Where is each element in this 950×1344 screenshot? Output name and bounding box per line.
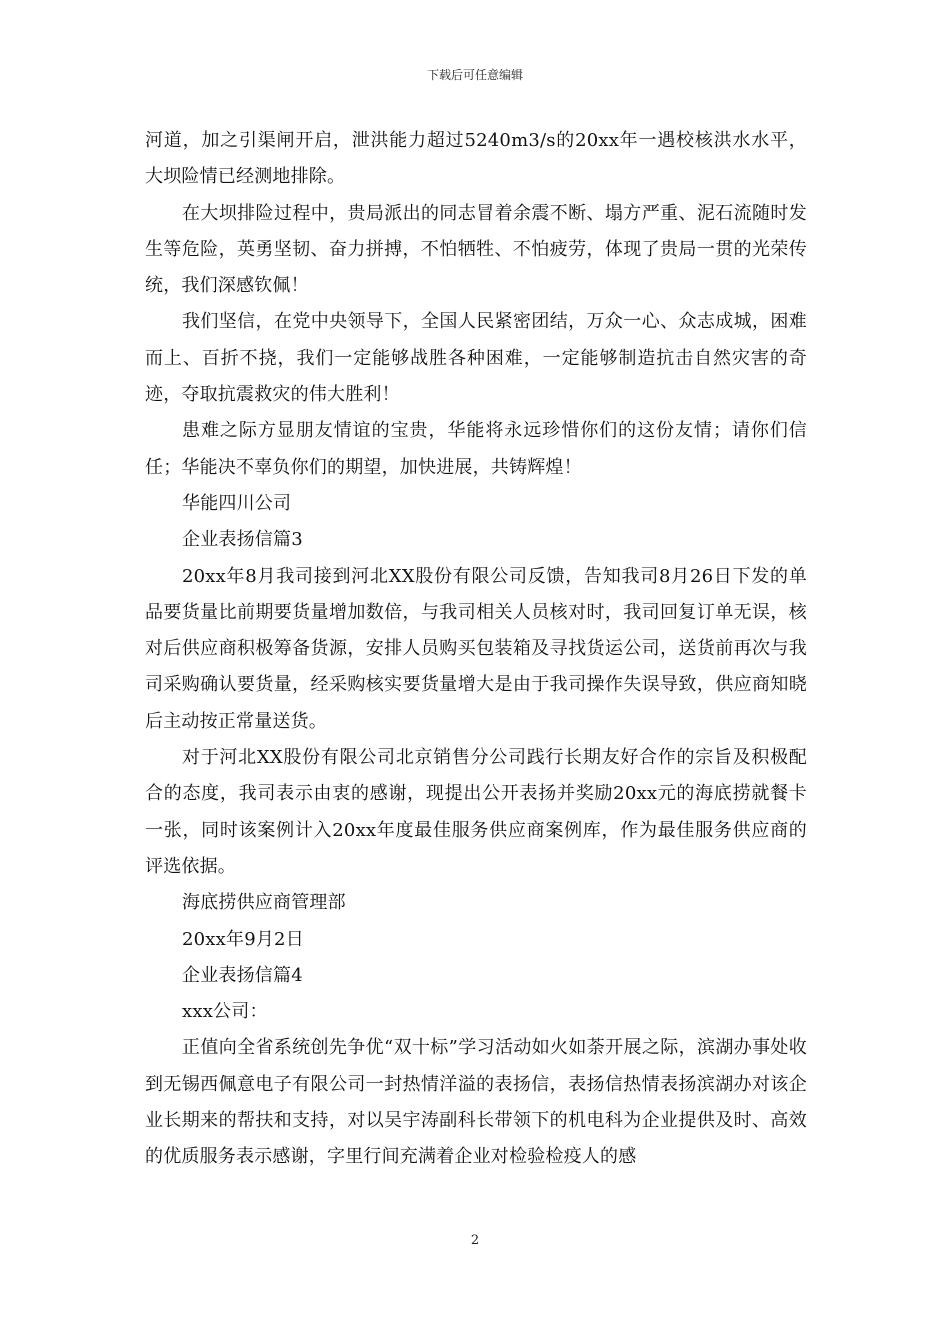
header-note: 下载后可任意编辑 (426, 68, 523, 82)
document-body (145, 123, 807, 1176)
paragraph: 20xx年8月我司接到河北XX股份有限公司反馈，告知我司8月26日下发的单品要货量比前期要货量增加数倍，与我司相关人员核对时，我司回复订单无误，核对后供应商积极筹备货源，安排人员购买包装箱及寻找货运公司，送货前再次与我司采购确认要货量，经采购核实要货量增大是由于我司操作失误导致，供应商知晓后主动按正常量送货。 (145, 565, 807, 732)
date-line: 20xx年9月2日 (182, 928, 304, 950)
signature-line: 海底捞供应商管理部 (182, 892, 346, 914)
section-heading: 企业表扬信篇4 (182, 964, 303, 986)
paragraph: 对于河北XX股份有限公司北京销售分公司践行长期友好合作的宗旨及积极配合的态度，我司表示由衷的感谢，现提出公开表扬并奖励20xx元的海底捞就餐卡一张，同时该案例计入20xx年度最佳服务供应商案例库，作为最佳服务供应商的评选依据。 (145, 747, 807, 877)
page-number: 2 (470, 1233, 480, 1248)
paragraph: 在大坝排险过程中，贵局派出的同志冒着余震不断、塌方严重、泥石流随时发生等危险，英勇坚韧、奋力拼搏，不怕牺牲、不怕疲劳，体现了贵局一贯的光荣传统，我们深感钦佩！ (145, 202, 807, 297)
paragraph: 患难之际方显朋友情谊的宝贵，华能将永远珍惜你们的这份友情；请你们信任；华能决不辜负你们的期望，加快进展，共铸辉煌！ (145, 420, 807, 478)
paragraph: 我们坚信，在党中央领导下，全国人民紧密团结，万众一心、众志成城，困难而上、百折不挠，我们一定能够战胜各种困难，一定能够制造抗击自然灾害的奇迹，夺取抗震救灾的伟大胜利！ (145, 311, 807, 406)
paragraph: 正值向全省系统创先争优“双十标”学习活动如火如荼开展之际，滨湖办事处收到无锡西佩意电子有限公司一封热情洋溢的表扬信，表扬信热情表扬滨湖办对该企业长期来的帮扶和支持，对以吴宇涛副科长带领下的机电科为企业提供及时、高效的优质服务表示感谢，字里行间充满着企业对检验检疫人的感 (145, 1037, 807, 1168)
signature-line: 华能四川公司 (182, 492, 292, 514)
salutation: xxx公司： (182, 1001, 268, 1023)
paragraph: 河道，加之引渠闸开启，泄洪能力超过5240m3/s的20xx年一遇校核洪水水平，大坝险情已经测地排除。 (145, 130, 807, 188)
section-heading: 企业表扬信篇3 (182, 529, 303, 551)
